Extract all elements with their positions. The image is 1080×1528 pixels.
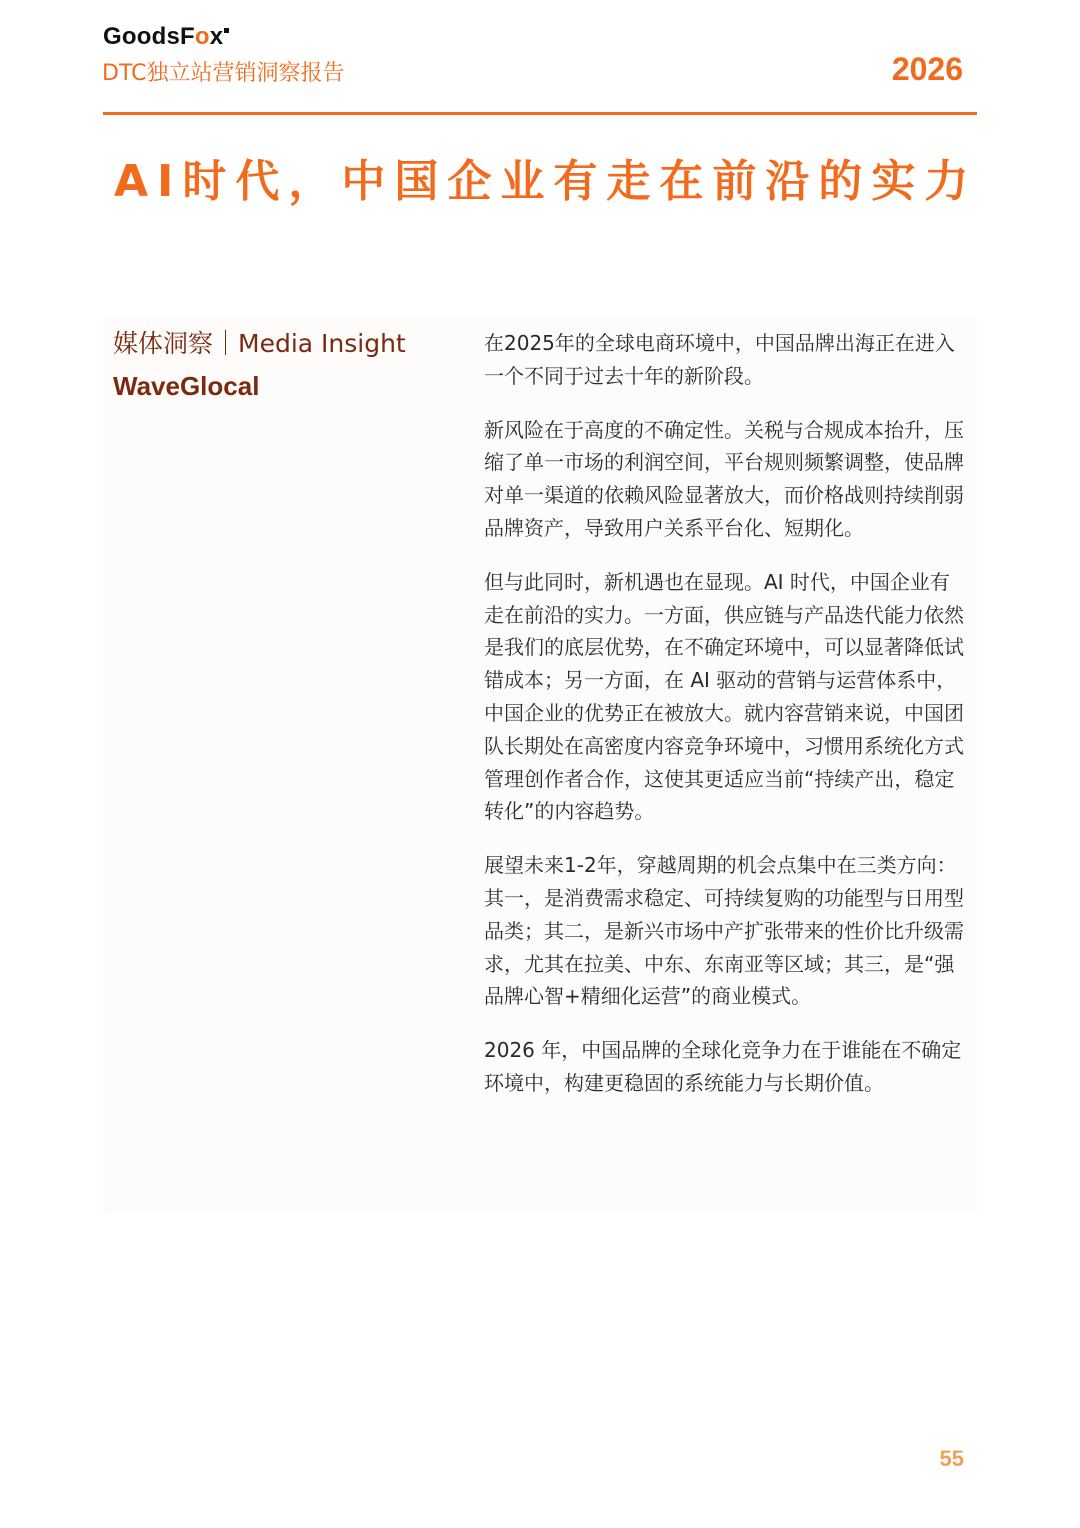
page-number: 55 — [939, 1446, 964, 1471]
article-paragraph: 展望未来1-2年，穿越周期的机会点集中在三类方向：其一，是消费需求稳定、可持续复购的功能型与日用型品类；其二，是新兴市场中产扩张带来的性价比升级需求，尤其在拉美、中东、东南亚等区域；其三，是“强品牌心智+精细化运营”的商业模式。 — [484, 853, 964, 1009]
article-body — [484, 327, 968, 1121]
goodsfox-logo — [103, 22, 229, 52]
article-paragraph: 在2025年的全球电商环境中，中国品牌出海正在进入一个不同于过去十年的新阶段。 — [484, 331, 955, 388]
media-insight-label: 媒体洞察｜Media Insight — [113, 329, 406, 358]
logo-text-o: o — [194, 23, 210, 50]
logo-mark-icon — [224, 28, 229, 33]
media-source-name: WaveGlocal — [113, 371, 260, 401]
article-paragraph: 2026 年，中国品牌的全球化竞争力在于谁能在不确定环境中，构建更稳固的系统能力与长期价值。 — [484, 1038, 962, 1095]
header-divider — [103, 112, 977, 115]
report-title: DTC独立站营销洞察报告 — [102, 61, 345, 86]
page-headline: AI时代，中国企业有走在前沿的实力 — [114, 156, 978, 207]
logo-text-suffix: x — [209, 23, 224, 50]
article-paragraph: 新风险在于高度的不确定性。关税与合规成本抬升，压缩了单一市场的利润空间，平台规则频繁调整，使品牌对单一渠道的依赖风险显著放大，而价格战则持续削弱品牌资产，导致用户关系平台化、短期化。 — [484, 417, 964, 540]
logo-text-prefix: GoodsF — [103, 23, 195, 50]
report-year: 2026 — [891, 51, 963, 87]
article-paragraph: 但与此同时，新机遇也在显现。AI 时代，中国企业有走在前沿的实力。一方面，供应链与产品迭代能力依然是我们的底层优势，在不确定环境中，可以显著降低试错成本；另一方面，在 AI 驱动的营销与运营体系中，中国企业的优势正在被放大。就内容营销来说，中国团队长期处在高密度内容竞争环境中，习惯用系统化方式管理创作者合作，这使其更适应当前“持续产出，稳定转化”的内容趋势。 — [484, 569, 964, 824]
